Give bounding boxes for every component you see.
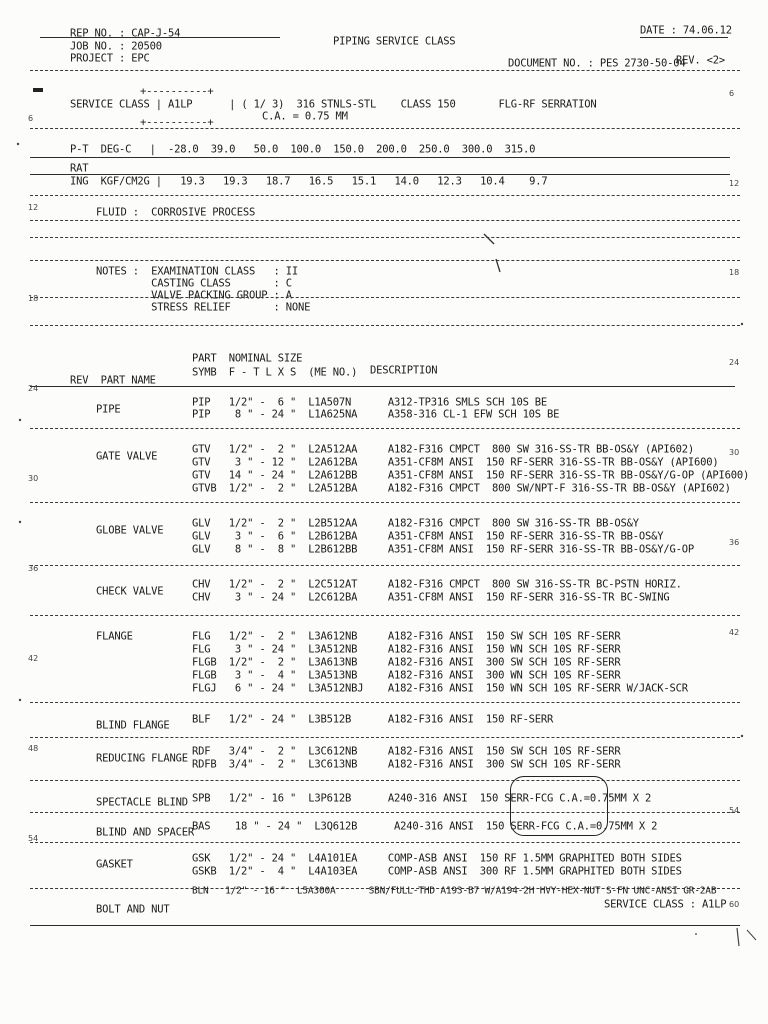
note-casting-class: CASTING CLASS : C [96,277,292,290]
part-name: BLIND FLANGE [96,719,170,732]
margin-mark: 36 [28,564,39,573]
note-valve-packing-group: VALVE PACKING GROUP : A [96,289,292,302]
part-row: GTVB 1/2" - 2 " L2A512BA A182-F316 CMPCT 800 SW/NPT-F 316-SS-TR BB-OS&Y (API602) [192,482,731,495]
footer-rule [30,925,740,926]
part-name: REDUCING FLANGE [96,752,188,765]
header-rule [640,37,728,38]
part-row: FLGJ 6 " - 24 " L3A512NBJ A182-F316 ANSI 150 WN SCH 10S RF-SERR W/JACK-SCR [192,682,688,695]
separator [30,70,740,71]
part-row: GLV 8 " - 8 " L2B612BB A351-CF8M ANSI 150 RF-SERR 316-SS-TR BB-OS&Y/G-OP [192,543,694,556]
document-title: PIPING SERVICE CLASS [333,35,456,48]
pt-pressure-row: ING KGF/CM2G | 19.3 19.3 18.7 16.5 15.1 14.0 12.3 10.4 9.7 [70,175,548,188]
separator [30,615,740,616]
margin-mark: 42 [729,628,740,637]
separator [30,702,740,703]
part-row: FLGB 3 " - 4 " L3A513NB A182-F316 ANSI 300 WN SCH 10S RF-SERR [192,669,621,682]
part-row: BLN 1/2" - 16 " L5A300A SBN/FULL-THD A193-B7 W/A194-2H HVY-HEX-NUT S-FN UNC-ANSI GR-2AB [192,885,717,897]
margin-mark: 42 [28,654,39,663]
col-symb: SYMB F - T L X S (ME NO.) [192,366,358,379]
margin-mark [33,88,43,92]
part-row: FLGB 1/2" - 2 " L3A613NB A182-F316 ANSI 300 SW SCH 10S RF-SERR [192,656,621,669]
col-part-nominal: PART NOMINAL SIZE [192,352,303,365]
part-row: SPB 1/2" - 16 " L3P612B A240-316 ANSI 150 SERR-FCG C.A.=0.75MM X 2 [192,792,652,805]
part-row: GTV 3 " - 12 " L2A612BA A351-CF8M ANSI 150 RF-SERR 316-SS-TR BB-OS&Y (API600) [192,456,719,469]
separator [30,128,740,129]
margin-mark: 18 [28,294,39,303]
separator [30,502,740,503]
separator [30,812,740,813]
part-row: RDFB 3/4" - 2 " L3C613NB A182-F316 ANSI 300 SW SCH 10S RF-SERR [192,758,621,771]
margin-mark: 60 [729,900,740,909]
margin-mark: 48 [28,744,39,753]
part-name: GASKET [96,858,133,871]
margin-mark: 24 [729,358,740,367]
part-row: FLG 3 " - 24 " L3A512NB A182-F316 ANSI 150 WN SCH 10S RF-SERR [192,643,621,656]
service-class-line: SERVICE CLASS | A1LP | ( 1/ 3) 316 STNLS-STL CLASS 150 FLG-RF SERRATION [70,98,597,111]
part-row: GTV 1/2" - 2 " L2A512AA A182-F316 CMPCT 800 SW 316-SS-TR BB-OS&Y (API602) [192,443,694,456]
col-rev-part-name: REV PART NAME [70,374,156,387]
part-row: BAS 18 " - 24 " L3Q612B A240-316 ANSI 150 SERR-FCG C.A.=0.75MM X 2 [192,820,658,833]
part-row: RDF 3/4" - 2 " L3C612NB A182-F316 ANSI 150 SW SCH 10S RF-SERR [192,745,621,758]
separator [30,237,740,238]
fluid: FLUID : CORROSIVE PROCESS [96,206,256,219]
part-row: FLG 1/2" - 2 " L3A612NB A182-F316 ANSI 150 SW SCH 10S RF-SERR [192,630,621,643]
margin-mark: 6 [28,114,34,123]
part-row: BLF 1/2" - 24 " L3B512B A182-F316 ANSI 150 RF-SERR [192,713,554,726]
separator [30,780,740,781]
service-class-box-top: +----------+ [140,85,214,98]
part-name: BOLT AND NUT [96,903,170,916]
margin-mark: 30 [729,448,740,457]
header-rule [40,37,280,38]
margin-mark: 36 [729,538,740,547]
part-name: SPECTACLE BLIND [96,796,188,809]
margin-mark: 18 [729,268,740,277]
part-name: BLIND AND SPACER [96,826,194,839]
separator [30,297,740,298]
part-row: CHV 3 " - 24 " L2C612BA A351-CF8M ANSI 150 RF-SERR 316-SS-TR BC-SWING [192,591,670,604]
part-row: CHV 1/2" - 2 " L2C512AT A182-F316 CMPCT 800 SW 316-SS-TR BC-PSTN HORIZ. [192,578,682,591]
col-description: DESCRIPTION [370,364,438,377]
separator [30,737,740,738]
job-no: JOB NO. : 20500 [70,40,162,53]
separator [30,428,740,429]
margin-mark: 6 [729,89,735,98]
pt-rule [30,157,730,158]
part-name: PIPE [96,403,121,416]
project: PROJECT : EPC [70,52,150,65]
margin-mark: 54 [28,834,39,843]
part-row: PIP 8 " - 24 " L1A625NA A358-316 CL-1 EFW SCH 10S BE [192,408,560,421]
pt-rat-label: RAT [70,162,89,175]
separator [30,325,740,326]
corrosion-allowance: C.A. = 0.75 MM [262,110,348,123]
margin-mark: 54 [729,806,740,815]
margin-mark: 30 [28,474,39,483]
part-row: PIP 1/2" - 6 " L1A507N A312-TP316 SMLS SCH 10S BE [192,396,548,409]
pt-temperature-row: P-T DEG-C | -28.0 39.0 50.0 100.0 150.0 200.0 250.0 300.0 315.0 [70,143,536,156]
service-class-box-bottom: +----------+ [140,116,214,129]
part-name: CHECK VALVE [96,585,164,598]
part-row: GSK 1/2" - 24 " L4A101EA COMP-ASB ANSI 150 RF 1.5MM GRAPHITED BOTH SIDES [192,852,682,865]
part-name: FLANGE [96,630,133,643]
margin-mark: 24 [28,384,39,393]
part-row: GLV 1/2" - 2 " L2B512AA A182-F316 CMPCT 800 SW 316-SS-TR BB-OS&Y [192,517,639,530]
date: DATE : 74.06.12 [640,24,732,37]
part-row: GLV 3 " - 6 " L2B612BA A351-CF8M ANSI 150 RF-SERR 316-SS-TR BB-OS&Y [192,530,664,543]
separator [30,565,740,566]
footer-service-class: SERVICE CLASS : A1LP [604,898,727,911]
note-stress-relief: STRESS RELIEF : NONE [96,301,311,314]
document-number: DOCUMENT NO. : PES 2730-50-04 [508,57,686,70]
margin-mark: 12 [28,203,39,212]
note-examination-class: NOTES : EXAMINATION CLASS : II [96,265,299,278]
separator [30,195,740,196]
revision: REV. <2> [676,54,725,67]
part-name: GATE VALVE [96,450,158,463]
header-rule [30,386,735,387]
part-row: GSKB 1/2" - 4 " L4A103EA COMP-ASB ANSI 300 RF 1.5MM GRAPHITED BOTH SIDES [192,865,682,878]
separator [30,220,740,221]
margin-mark: 12 [729,179,740,188]
separator [30,260,740,261]
part-row: GTV 14 " - 24 " L2A612BB A351-CF8M ANSI 150 RF-SERR 316-SS-TR BB-OS&Y/G-OP (API600) [192,469,750,482]
part-name: GLOBE VALVE [96,524,164,537]
rep-no: REP NO. : CAP-J-54 [70,27,181,40]
separator [30,842,740,843]
